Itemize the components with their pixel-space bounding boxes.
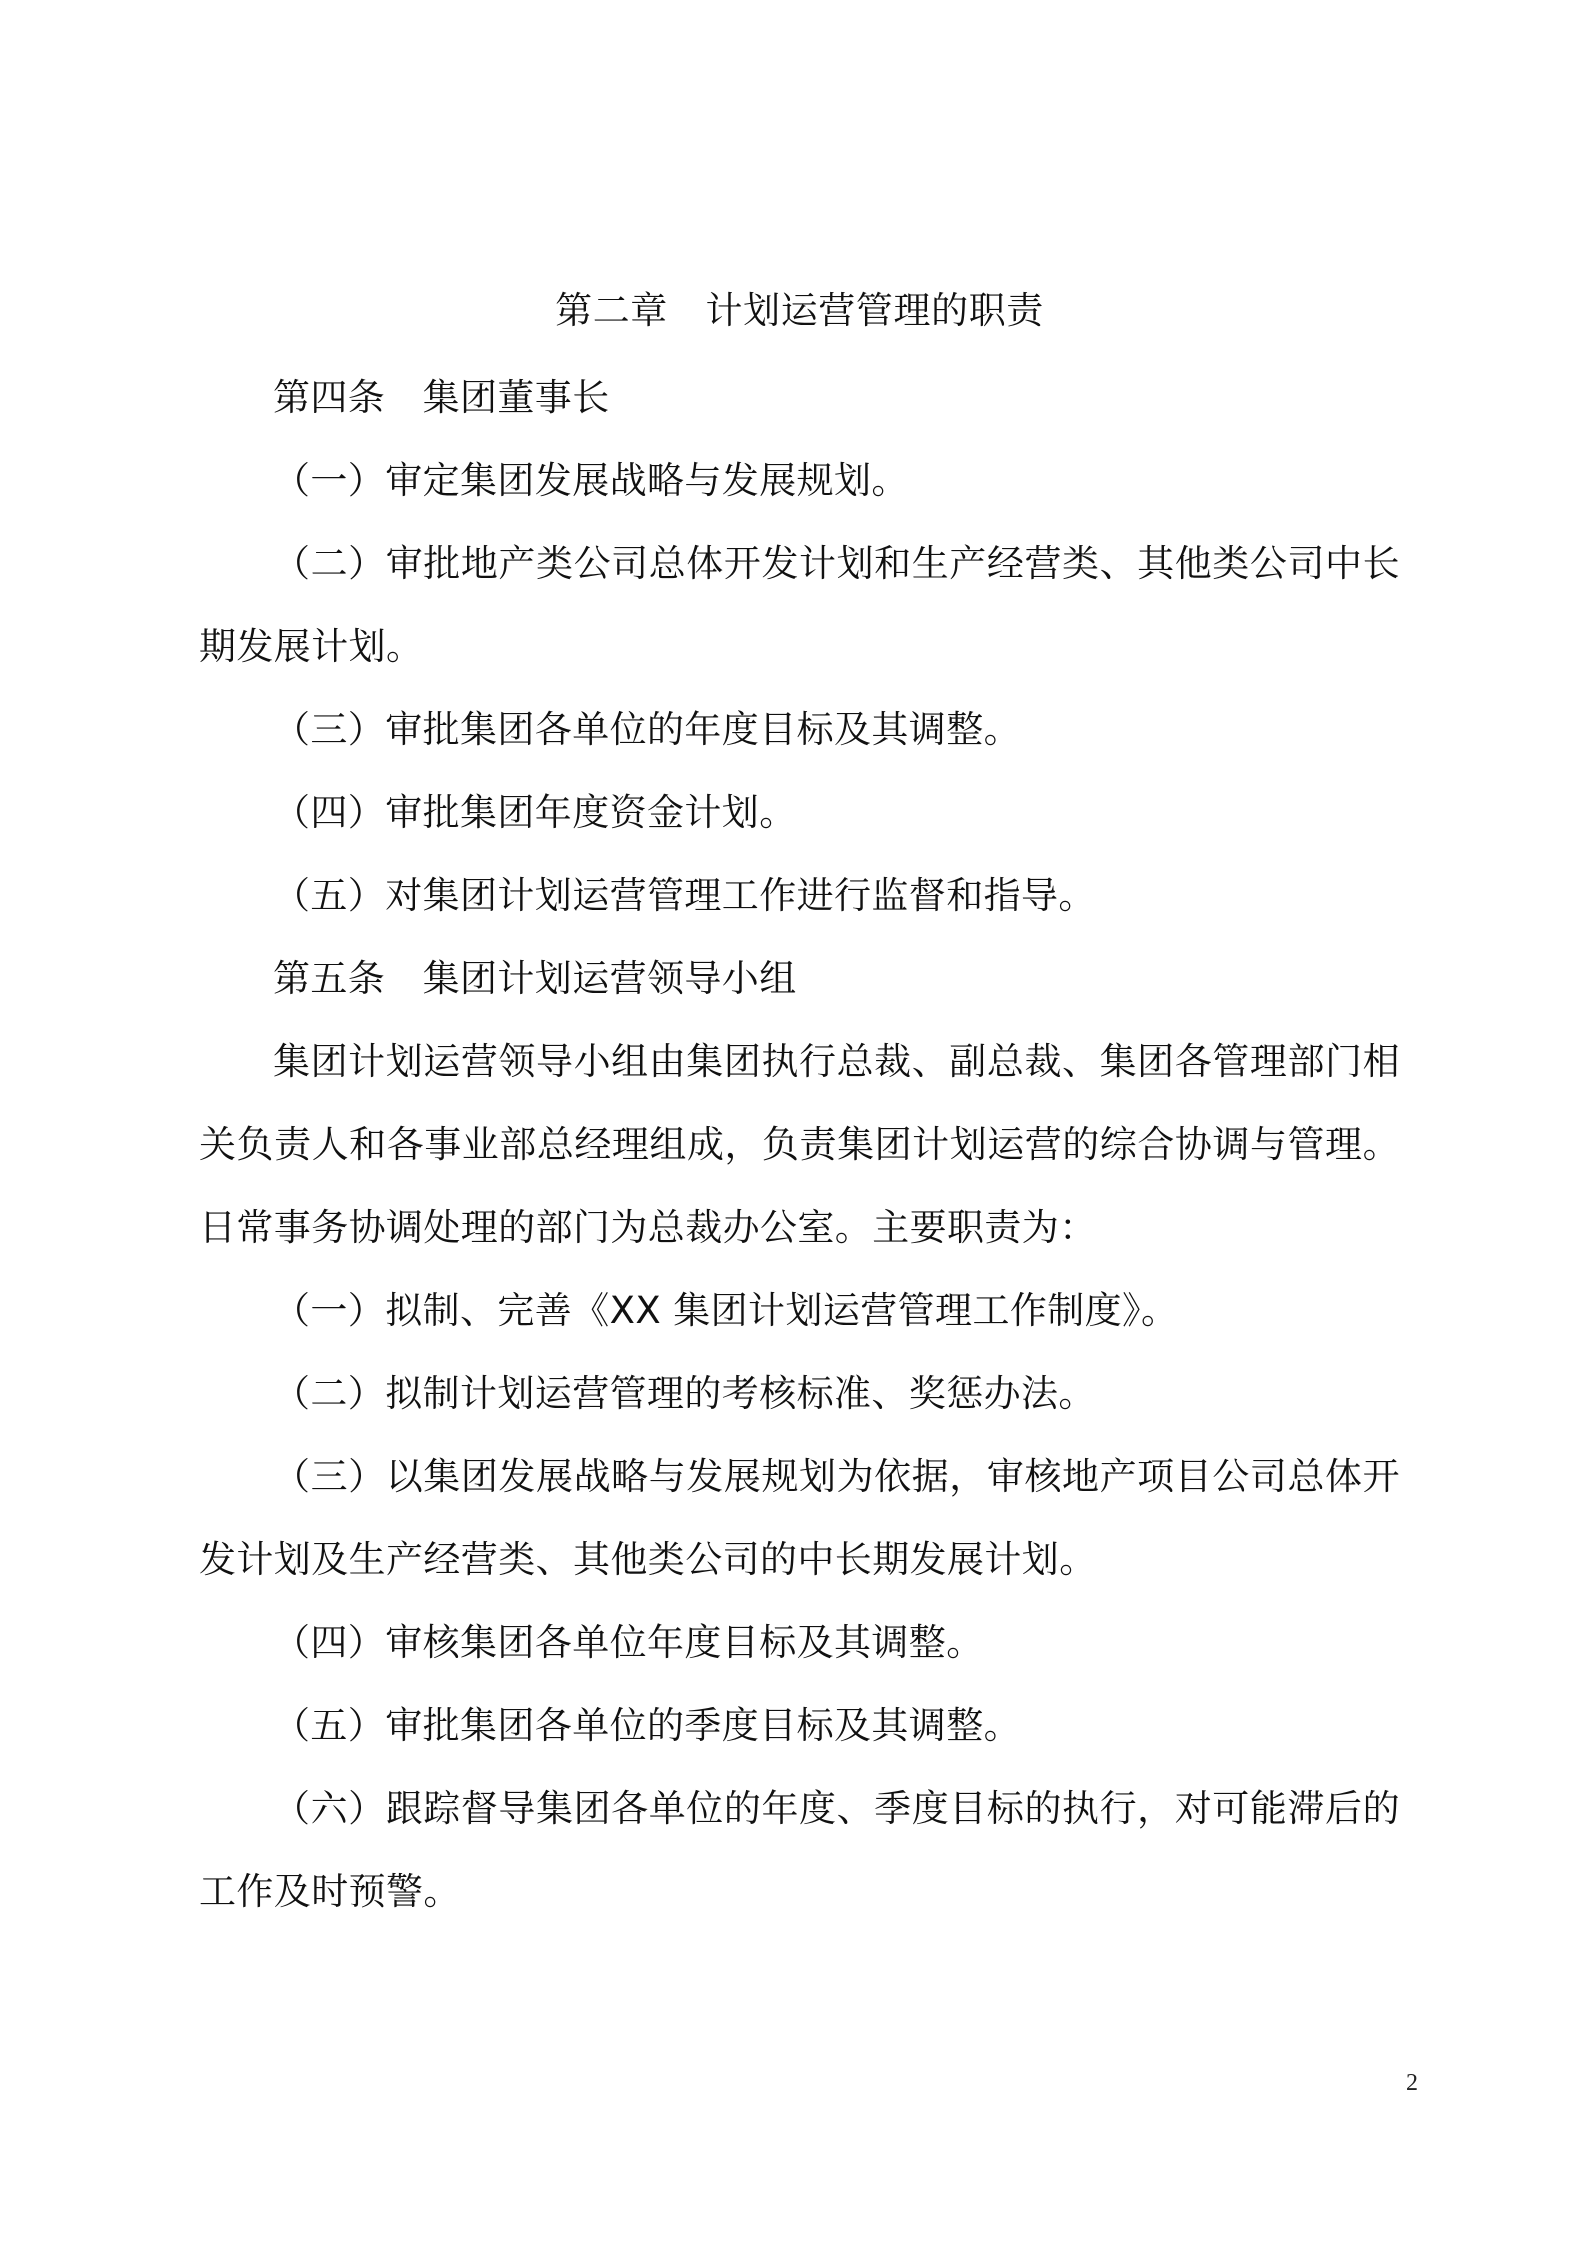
page-number: 2 [1406,2070,1418,2096]
article-5-heading: 第五条 集团计划运营领导小组 [273,957,797,1000]
article-5-item-1: （一）拟制、完善《XX 集团计划运营管理工作制度》。 [273,1289,1179,1332]
article-5-item-3: （三）以集团发展战略与发展规划为依据，审核地产项目公司总体开发计划及生产经营类、其他类公司的中长期发展计划。 [199,1455,1400,1581]
document-body [199,280,1400,1933]
article-4-item-3: （三）审批集团各单位的年度目标及其调整。 [273,708,1021,751]
article-5-intro: 集团计划运营领导小组由集团执行总裁、副总裁、集团各管理部门相关负责人和各事业部总经理组成，负责集团计划运营的综合协调与管理。日常事务协调处理的部门为总裁办公室。主要职责为： [199,1040,1400,1249]
article-4-item-4: （四）审批集团年度资金计划。 [273,791,797,834]
article-5-item-5: （五）审批集团各单位的季度目标及其调整。 [273,1704,1021,1747]
article-5-item-2: （二）拟制计划运营管理的考核标准、奖惩办法。 [273,1372,1096,1415]
article-4-item-1: （一）审定集团发展战略与发展规划。 [273,459,909,502]
chapter-title: 第二章 计划运营管理的职责 [555,289,1044,332]
article-5-item-4: （四）审核集团各单位年度目标及其调整。 [273,1621,984,1664]
article-5-item-6: （六）跟踪督导集团各单位的年度、季度目标的执行，对可能滞后的工作及时预警。 [199,1787,1400,1913]
article-4-heading: 第四条 集团董事长 [273,376,610,419]
article-4-item-2: （二）审批地产类公司总体开发计划和生产经营类、其他类公司中长期发展计划。 [199,542,1400,668]
article-4-item-5: （五）对集团计划运营管理工作进行监督和指导。 [273,874,1096,917]
